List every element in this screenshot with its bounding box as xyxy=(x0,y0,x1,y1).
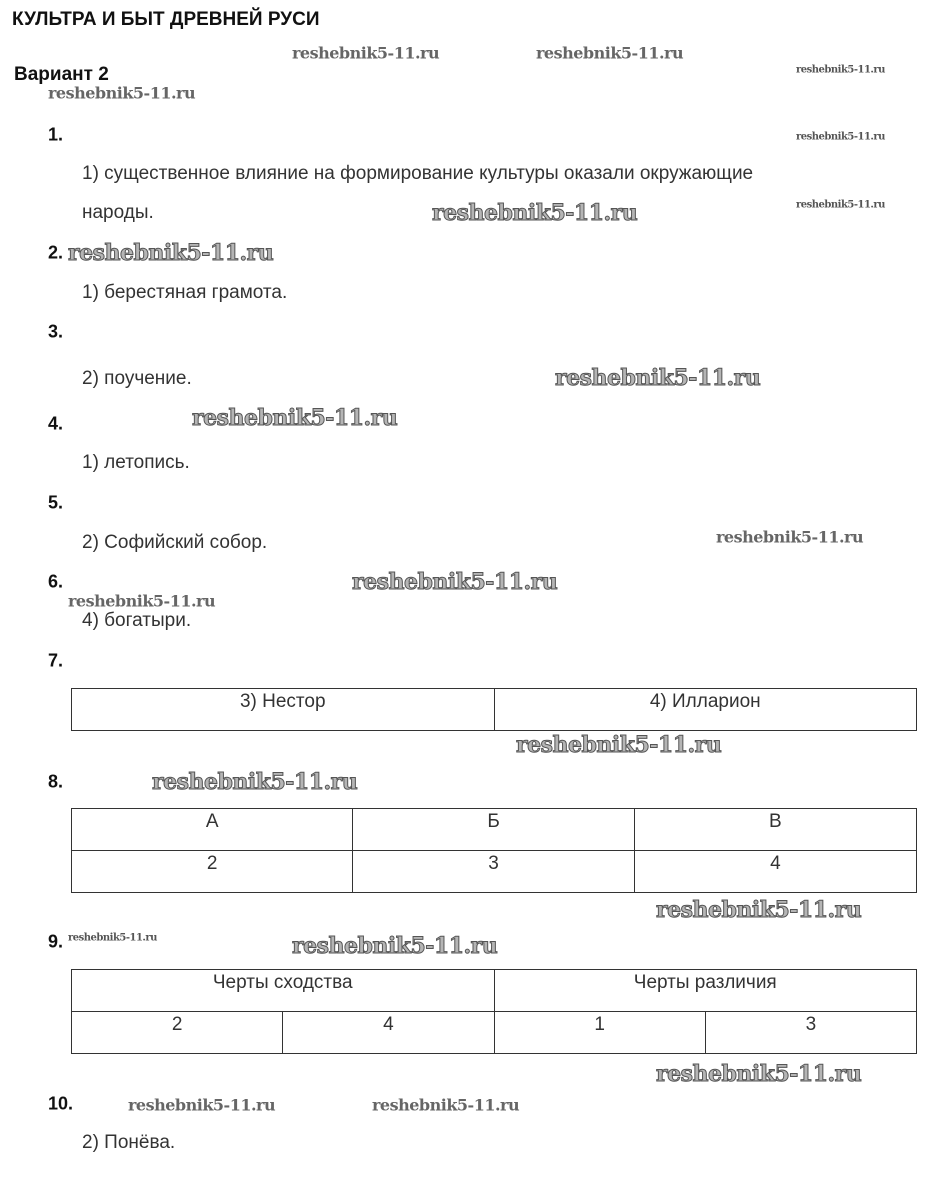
watermark: reshebnik5-11.ru xyxy=(716,527,864,547)
watermark: reshebnik5-11.ru xyxy=(192,405,398,431)
watermark: reshebnik5-11.ru xyxy=(432,200,638,226)
watermark: reshebnik5-11.ru xyxy=(656,1061,862,1087)
answer-table-9 xyxy=(71,969,917,1054)
answer-text: 1) летопись. xyxy=(82,452,190,473)
watermark: reshebnik5-11.ru xyxy=(68,591,216,611)
watermark: reshebnik5-11.ru xyxy=(516,732,722,758)
question-number: 8. xyxy=(48,771,64,792)
watermark: reshebnik5-11.ru xyxy=(796,131,885,143)
watermark: reshebnik5-11.ru xyxy=(536,43,684,63)
answer-text: 4) богатыри. xyxy=(82,610,192,631)
answer-table-8 xyxy=(71,808,917,893)
watermark: reshebnik5-11.ru xyxy=(48,83,196,103)
watermark: reshebnik5-11.ru xyxy=(555,365,761,391)
table-cell: 2 xyxy=(72,1012,283,1054)
answer-text: 1) берестяная грамота. xyxy=(82,282,288,303)
watermark: reshebnik5-11.ru xyxy=(68,240,274,266)
table-cell: 3 xyxy=(705,1012,916,1054)
watermark: reshebnik5-11.ru xyxy=(796,199,885,211)
watermark: reshebnik5-11.ru xyxy=(292,933,498,959)
table-cell: 2 xyxy=(72,851,353,893)
table-cell: 4 xyxy=(634,851,916,893)
question-number: 5. xyxy=(48,492,64,513)
watermark: reshebnik5-11.ru xyxy=(352,569,558,595)
question-number: 10. xyxy=(48,1093,74,1114)
table-cell: 4 xyxy=(283,1012,494,1054)
table-cell: 4) Илларион xyxy=(494,689,917,731)
watermark: reshebnik5-11.ru xyxy=(292,43,440,63)
answer-table-7 xyxy=(71,688,917,731)
page-title: КУЛЬТРА И БЫТ ДРЕВНЕЙ РУСИ xyxy=(12,9,320,30)
table-cell: 3 xyxy=(353,851,634,893)
answer-text: 2) Понёва. xyxy=(82,1132,176,1153)
table-header-cell: Черты сходства xyxy=(72,970,495,1012)
watermark: reshebnik5-11.ru xyxy=(796,64,885,76)
question-number: 7. xyxy=(48,650,64,671)
table-header-cell: В xyxy=(634,809,916,851)
question-number: 2. xyxy=(48,242,64,263)
variant-heading: Вариант 2 xyxy=(14,64,109,85)
answer-text: 2) Софийский собор. xyxy=(82,532,268,553)
question-number: 9. xyxy=(48,931,64,952)
table-cell: 3) Нестор xyxy=(72,689,495,731)
table-header-cell: А xyxy=(72,809,353,851)
table-cell: 1 xyxy=(494,1012,705,1054)
question-number: 6. xyxy=(48,571,64,592)
answer-text: 2) поучение. xyxy=(82,368,192,389)
answer-text: 1) существенное влияние на формирование культуры оказали окружающие xyxy=(82,163,754,184)
answer-text: народы. xyxy=(82,202,154,223)
question-number: 1. xyxy=(48,124,64,145)
watermark: reshebnik5-11.ru xyxy=(152,769,358,795)
table-header-cell: Черты различия xyxy=(494,970,917,1012)
table-header-cell: Б xyxy=(353,809,634,851)
question-number: 4. xyxy=(48,413,64,434)
question-number: 3. xyxy=(48,321,64,342)
watermark: reshebnik5-11.ru xyxy=(68,932,157,944)
watermark: reshebnik5-11.ru xyxy=(128,1095,276,1115)
watermark: reshebnik5-11.ru xyxy=(656,897,862,923)
watermark: reshebnik5-11.ru xyxy=(372,1095,520,1115)
